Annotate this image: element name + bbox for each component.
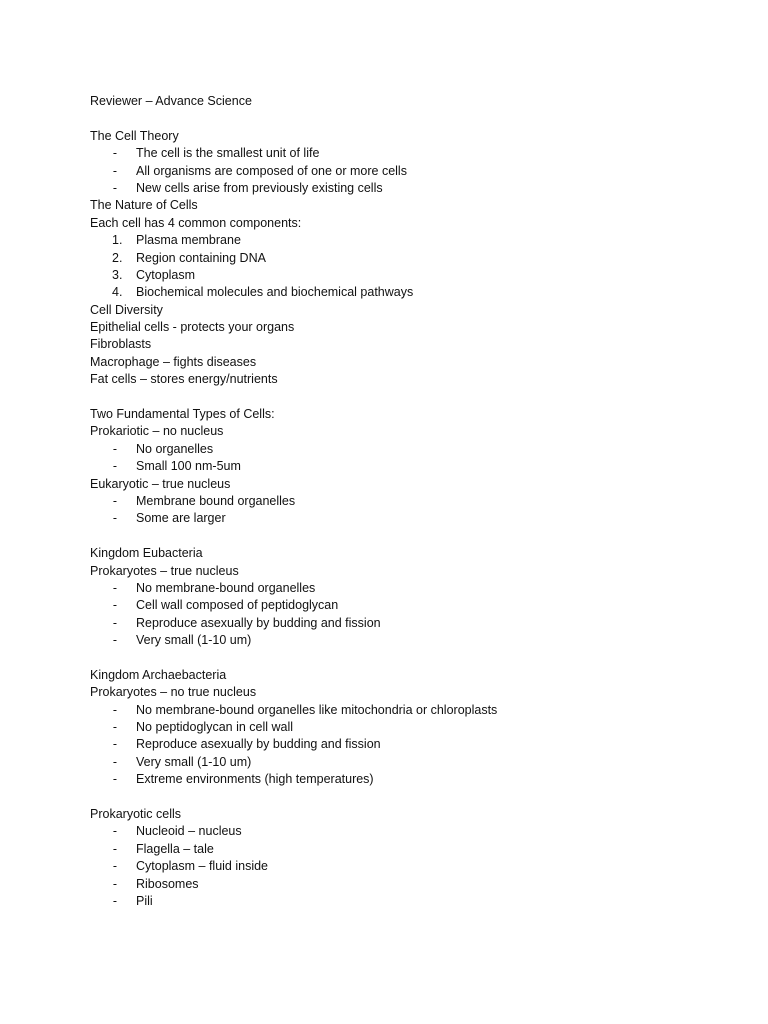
dash-marker: -: [112, 754, 117, 769]
item-text: Region containing DNA: [136, 250, 266, 265]
dash-marker: -: [112, 511, 117, 526]
bullet-item: [90, 754, 710, 771]
item-text: All organisms are composed of one or more cells: [136, 163, 407, 178]
item-text: Extreme environments (high temperatures): [136, 772, 374, 787]
number-marker: 3.: [112, 267, 123, 282]
item-text: Reproduce asexually by budding and fission: [136, 737, 381, 752]
dash-marker: -: [112, 493, 117, 508]
bullet-item: [90, 458, 710, 475]
number-marker: 2.: [112, 250, 123, 265]
bullet-item: [90, 441, 710, 458]
item-text: No membrane-bound organelles: [136, 580, 316, 595]
bullet-item: [90, 615, 710, 632]
bullet-item: [90, 163, 710, 180]
item-text: Flagella – tale: [136, 841, 214, 856]
dash-marker: -: [112, 615, 117, 630]
bullet-item: [90, 493, 710, 510]
item-text: Reproduce asexually by budding and fission: [136, 615, 381, 630]
item-text: Biochemical molecules and biochemical pathways: [136, 285, 414, 300]
bullet-item: [90, 841, 710, 858]
bullet-item: [90, 180, 710, 197]
item-text: No organelles: [136, 441, 214, 456]
item-text: Nucleoid – nucleus: [136, 824, 242, 839]
text-line: The Cell Theory: [90, 128, 179, 143]
dash-marker: -: [112, 772, 117, 787]
text-line: Fat cells – stores energy/nutrients: [90, 372, 278, 387]
text-line: Fibroblasts: [90, 337, 152, 352]
text-line: Epithelial cells - protects your organs: [90, 320, 295, 335]
numbered-item: [90, 250, 710, 267]
text-line: Cell Diversity: [90, 302, 163, 317]
blank-line: [90, 528, 710, 545]
dash-marker: -: [112, 441, 117, 456]
item-text: Ribosomes: [136, 876, 199, 891]
item-text: Cell wall composed of peptidoglycan: [136, 598, 339, 613]
text-line: Kingdom Archaebacteria: [90, 667, 227, 682]
text-line: Macrophage – fights diseases: [90, 354, 257, 369]
item-text: Some are larger: [136, 511, 226, 526]
blank-line: [90, 389, 710, 406]
dash-marker: -: [112, 146, 117, 161]
text-line: Each cell has 4 common components:: [90, 215, 302, 230]
dash-marker: -: [112, 580, 117, 595]
text-line: The Nature of Cells: [90, 198, 198, 213]
dash-marker: -: [112, 702, 117, 717]
bullet-item: [90, 702, 710, 719]
bullet-item: [90, 632, 710, 649]
bullet-item: [90, 771, 710, 788]
dash-marker: -: [112, 720, 117, 735]
item-text: Cytoplasm: [136, 267, 196, 282]
bullet-item: [90, 597, 710, 614]
number-marker: 4.: [112, 285, 123, 300]
bullet-item: [90, 145, 710, 162]
item-text: Plasma membrane: [136, 233, 241, 248]
item-text: The cell is the smallest unit of life: [136, 146, 320, 161]
text-line: Eukaryotic – true nucleus: [90, 476, 231, 491]
text-line: Prokaryotes – true nucleus: [90, 563, 239, 578]
text-line: Prokariotic – no nucleus: [90, 424, 224, 439]
dash-marker: -: [112, 180, 117, 195]
bullet-item: [90, 510, 710, 527]
blank-line: [90, 650, 710, 667]
bullet-item: [90, 736, 710, 753]
dash-marker: -: [112, 824, 117, 839]
item-text: No membrane-bound organelles like mitochondria or chloroplasts: [136, 702, 498, 717]
dash-marker: -: [112, 841, 117, 856]
bullet-item: [90, 580, 710, 597]
item-text: New cells arise from previously existing cells: [136, 180, 383, 195]
dash-marker: -: [112, 163, 117, 178]
numbered-item: [90, 284, 710, 301]
text-line: Prokaryotic cells: [90, 807, 181, 822]
dash-marker: -: [112, 633, 117, 648]
dash-marker: -: [112, 859, 117, 874]
numbered-item: [90, 267, 710, 284]
dash-marker: -: [112, 598, 117, 613]
item-text: Pili: [136, 893, 153, 908]
dash-marker: -: [112, 459, 117, 474]
number-marker: 1.: [112, 233, 123, 248]
bullet-item: [90, 893, 710, 910]
blank-line: [90, 789, 710, 806]
blank-line: [90, 110, 710, 127]
bullet-item: [90, 876, 710, 893]
item-text: Very small (1-10 um): [136, 754, 252, 769]
text-line: Two Fundamental Types of Cells:: [90, 407, 275, 422]
dash-marker: -: [112, 876, 117, 891]
numbered-item: [90, 232, 710, 249]
document-body: [90, 93, 710, 910]
item-text: Cytoplasm – fluid inside: [136, 859, 269, 874]
bullet-item: [90, 823, 710, 840]
dash-marker: -: [112, 737, 117, 752]
item-text: Small 100 nm-5um: [136, 459, 241, 474]
bullet-item: [90, 858, 710, 875]
dash-marker: -: [112, 893, 117, 908]
bullet-item: [90, 719, 710, 736]
text-line: Prokaryotes – no true nucleus: [90, 685, 257, 700]
item-text: Very small (1-10 um): [136, 633, 252, 648]
item-text: No peptidoglycan in cell wall: [136, 720, 294, 735]
text-line: Kingdom Eubacteria: [90, 546, 203, 561]
document-title: Reviewer – Advance Science: [90, 94, 252, 108]
item-text: Membrane bound organelles: [136, 493, 296, 508]
